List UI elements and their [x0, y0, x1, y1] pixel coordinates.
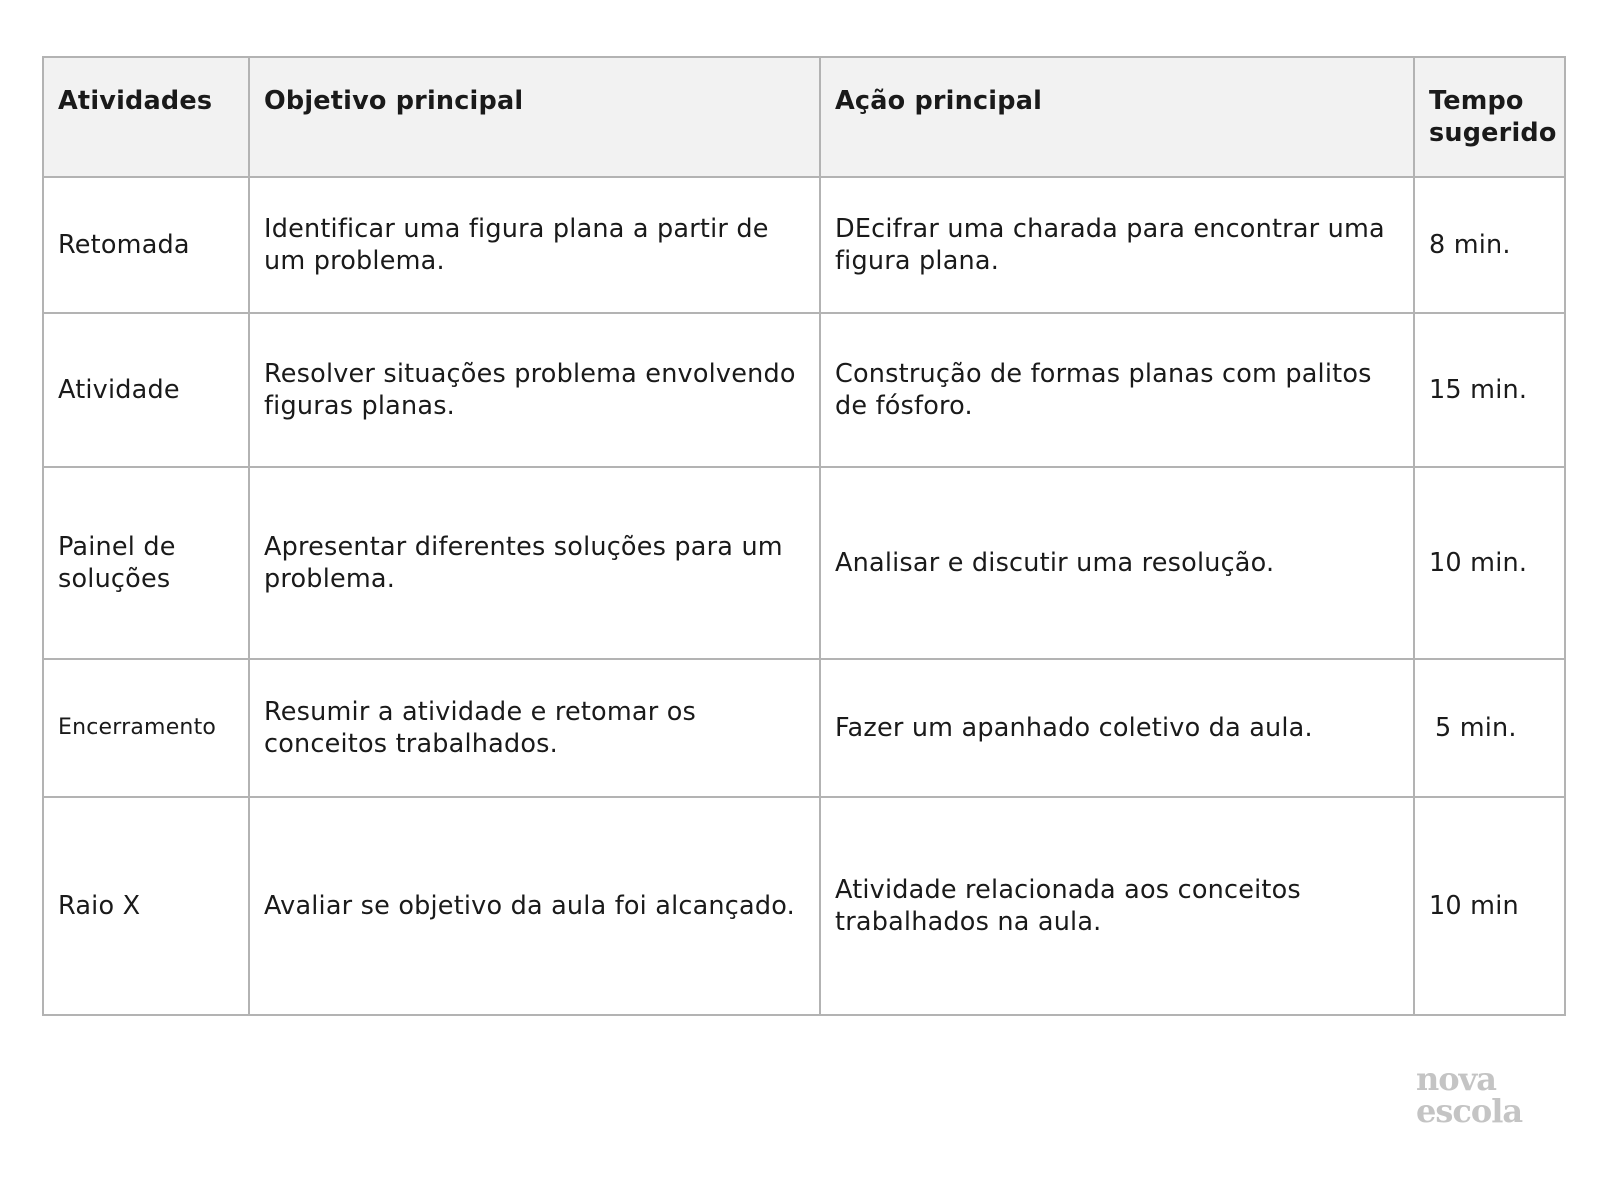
cell-atividade: Raio X: [43, 797, 249, 1015]
cell-objetivo: Identificar uma figura plana a partir de um problema.: [249, 177, 820, 313]
cell-acao: Fazer um apanhado coletivo da aula.: [820, 659, 1414, 797]
cell-acao: Construção de formas planas com palitos de fósforo.: [820, 313, 1414, 467]
cell-acao: Analisar e discutir uma resolução.: [820, 467, 1414, 659]
table-row: [43, 313, 1565, 467]
table-row: [43, 177, 1565, 313]
logo-line-escola: escola: [1416, 1092, 1523, 1130]
cell-acao: DEcifrar uma charada para encontrar uma figura plana.: [820, 177, 1414, 313]
cell-tempo: 10 min.: [1414, 467, 1565, 659]
logo-line-nova: nova: [1416, 1060, 1496, 1098]
cell-objetivo: Avaliar se objetivo da aula foi alcançado.: [249, 797, 820, 1015]
lesson-plan-table: [42, 56, 1566, 1016]
nova-escola-logo: [1416, 1060, 1536, 1130]
cell-acao: Atividade relacionada aos conceitos trabalhados na aula.: [820, 797, 1414, 1015]
table-header-row: [43, 57, 1565, 177]
header-atividades: Atividades: [43, 57, 249, 177]
cell-atividade: Painel de soluções: [43, 467, 249, 659]
header-acao: Ação principal: [820, 57, 1414, 177]
header-objetivo: Objetivo principal: [249, 57, 820, 177]
cell-objetivo: Resolver situações problema envolvendo figuras planas.: [249, 313, 820, 467]
table-row: [43, 797, 1565, 1015]
cell-atividade: Retomada: [43, 177, 249, 313]
cell-objetivo: Apresentar diferentes soluções para um problema.: [249, 467, 820, 659]
cell-tempo: 15 min.: [1414, 313, 1565, 467]
cell-tempo: 5 min.: [1414, 659, 1565, 797]
cell-atividade: Encerramento: [43, 659, 249, 797]
table-row: [43, 467, 1565, 659]
cell-tempo: 8 min.: [1414, 177, 1565, 313]
table-row: [43, 659, 1565, 797]
header-tempo: Tempo sugerido: [1414, 57, 1565, 177]
cell-atividade: Atividade: [43, 313, 249, 467]
cell-tempo: 10 min: [1414, 797, 1565, 1015]
cell-objetivo: Resumir a atividade e retomar os conceitos trabalhados.: [249, 659, 820, 797]
